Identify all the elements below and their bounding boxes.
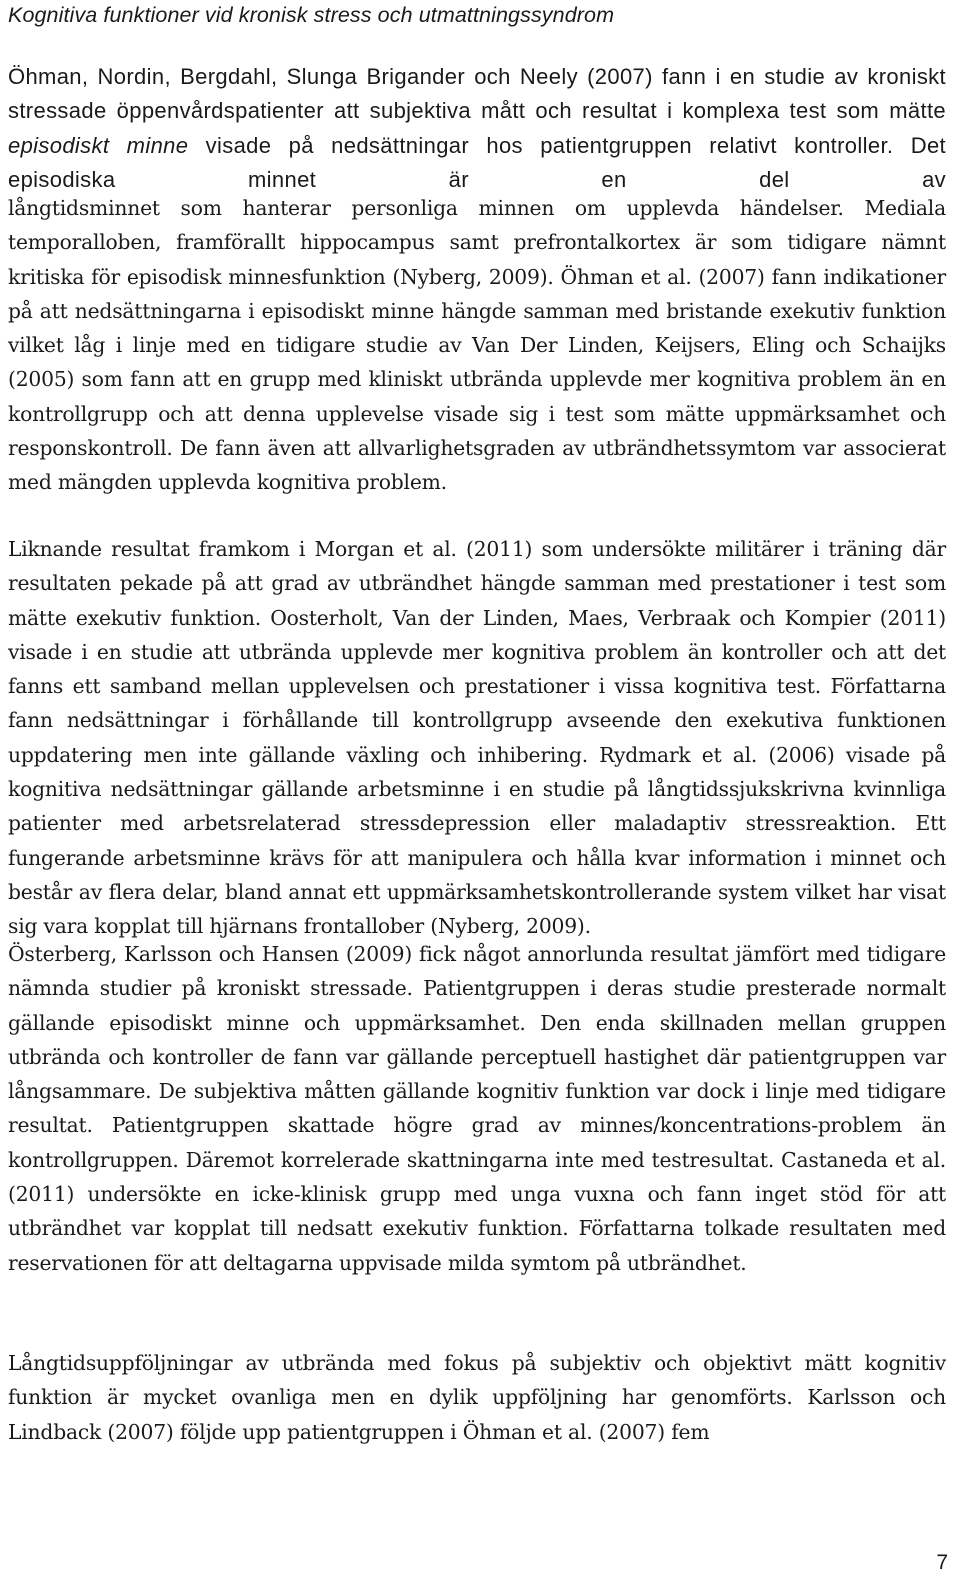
paragraph-4: Långtidsuppföljningar av utbrända med fokus på subjektiv och objektivt mätt kognitiv funktion är mycket ovanliga men en dylik uppföljning har genomförts. Karlsson och Lindback (2007) följde upp patientgruppen i Öhman et al. (2007) fem xyxy=(8,1351,946,1444)
paragraph-1-continuation: långtidsminnet som hanterar personliga minnen om upplevda händelser. Mediala temporalloben, framförallt hippocampus samt prefrontalkortex är som tidigare nämnt kritiska för episodisk minnesfunktion (Nyberg, 2009). Öhman et al. (2007) fann indikationer på att nedsättningarna i episodiskt minne hängde samman med bristande exekutiv funktion vilket låg i linje med en tidigare studie av Van Der Linden, Keijsers, Eling och Schaijks (2005) som fann att en grupp med kliniskt utbrända upplevde mer kognitiva problem än en kontrollgrupp och att denna upplevelse visade sig i test som mätte uppmärksamhet och responskontroll. De fann även att allvarlighetsgraden av utbrändhetssymtom var associerat med mängden upplevda kognitiva problem. xyxy=(8,196,946,495)
paragraph-1-serif-part xyxy=(8,191,946,500)
page-number: 7 xyxy=(936,1551,948,1574)
emphasis-episodic-memory: episodiskt minne xyxy=(8,132,189,158)
running-header: Kognitiva funktioner vid kronisk stress och utmattningssyndrom xyxy=(8,3,615,27)
paragraph-2: Liknande resultat framkom i Morgan et al. (2011) som undersökte militärer i träning där resultaten pekade på att grad av utbrändhet hängde samman med prestationer i test som mätte exekutiv funktion. Oosterholt, Van der Linden, Maes, Verbraak och Kompier (2011) visade i en studie att utbrända upplevde mer kognitiva problem än kontroller och att det fanns ett samband mellan upplevelsen och prestationer i vissa kognitiva test. Författarna fann nedsättningar i förhållande till kontrollgrupp avseende den exekutiva funktionen uppdatering men inte gällande växling och inhibering. Rydmark et al. (2006) visade på kognitiva nedsättningar gällande arbetsminne i en studie på långtidssjukskrivna kvinnliga patienter med arbetsrelaterad stressdepression eller maladaptiv stressreaktion. Ett fungerande arbetsminne krävs för att manipulera och hålla kvar information i minnet och består av flera delar, bland annat ett uppmärksamhetskontrollerande system vilket har visat sig vara kopplat till hjärnans frontallober (Nyberg, 2009). xyxy=(8,537,946,939)
paragraph-1-opening-text: Öhman, Nordin, Bergdahl, Slunga Brigander och Neely (2007) fann i en studie av kroniskt stressade öppenvårdspatienter att subjektiva mått och resultat i komplexa test som mätte xyxy=(8,64,946,124)
paragraph-3: Österberg, Karlsson och Hansen (2009) fick något annorlunda resultat jämfört med tidigare nämnda studier på kroniskt stressade. Patientgruppen i deras studie presterade normalt gällande episodiskt minne och uppmärksamhet. Den enda skillnaden mellan gruppen utbrända och kontroller de fann var gällande perceptuell hastighet där patientgruppen var långsammare. De subjektiva måtten gällande kognitiv funktion var dock i linje med tidigare resultat. Patientgruppen skattade högre grad av minnes/koncentrations-problem än kontrollgruppen. Däremot korrelerade skattningarna inte med testresultat. Castaneda et al. (2011) undersökte en icke-klinisk grupp med unga vuxna och fann inget stöd för att utbrändhet var kopplat till nedsatt exekutiv funktion. Författarna tolkade resultaten med reservationen för att deltagarna uppvisade milda symtom på utbrändhet. xyxy=(8,942,946,1275)
paragraph-1-sans-part xyxy=(8,60,946,197)
paragraph-1-after-emphasis: visade på nedsättningar hos patientgruppen relativt kontroller. Det episodiska minnet är en del av xyxy=(8,132,946,192)
